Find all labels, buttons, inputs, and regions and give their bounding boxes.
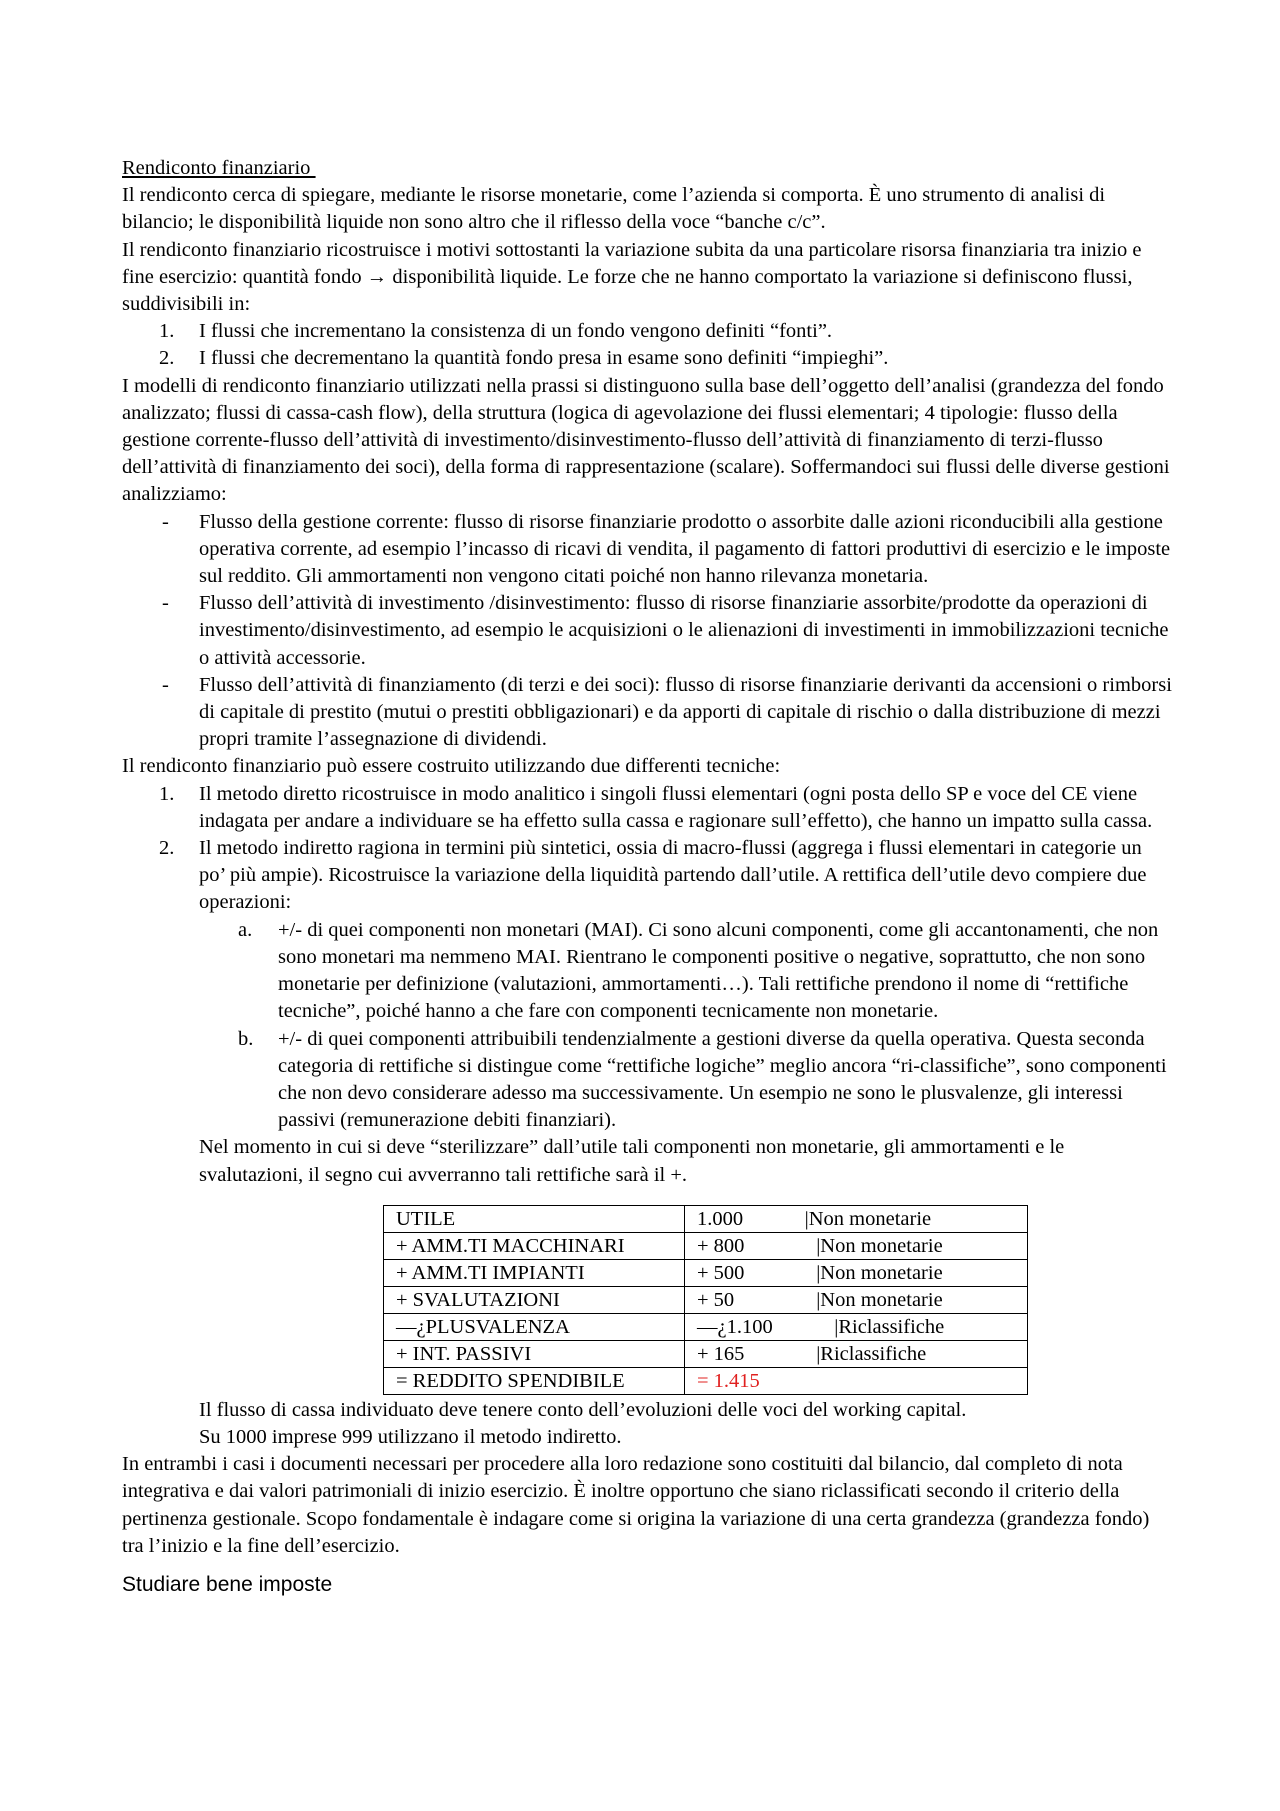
row-spacer — [744, 1235, 816, 1257]
row-value: —¿1.100 — [697, 1315, 773, 1338]
row-label: UTILE — [384, 1205, 685, 1232]
after-table-line-2: Su 1000 imprese 999 utilizzano il metodo indiretto. — [199, 1425, 622, 1448]
table-row — [384, 1340, 1028, 1367]
techniques-intro: Il rendiconto finanziario può essere costruito utilizzando due differenti tecniche: — [122, 755, 781, 778]
row-spacer — [773, 1316, 835, 1338]
total-value: = 1.415 — [697, 1369, 760, 1392]
document-page — [122, 155, 1172, 1600]
list-item — [122, 917, 1172, 1026]
models-paragraph: I modelli di rendiconto finanziario utilizzati nella prassi si distinguono sulla base dell’oggetto dell’analisi (grandezza del fondo analizzato; flussi di cassa-cash flow), della struttura (logica di agevolazione dei flussi elementari; 4 tipologie: flusso della gestione corrente-flusso dell’attività di investimento/disinvestimento-flusso dell’attività di finanziamento di terzi-flusso dell’attività di finanziamento dei soci), della forma di rappresentazione (scalare). Soffermandoci sui flussi delle diverse gestioni analizziamo: — [122, 374, 1170, 506]
list-marker: b. — [238, 1027, 254, 1050]
page-title: Rendiconto finanziario — [122, 157, 316, 179]
row-note: |Non monetarie — [816, 1261, 943, 1284]
table-row — [384, 1205, 1028, 1232]
list-item — [122, 1026, 1172, 1135]
row-value: + 500 — [697, 1261, 745, 1284]
row-value-cell — [685, 1286, 1028, 1313]
row-value-cell — [685, 1313, 1028, 1340]
list-item-text: Il metodo diretto ricostruisce in modo analitico i singoli flussi elementari (ogni posta dello SP e voce del CE viene indagata per andare a individuare se ha effetto sulla cassa e ragionare sull’effetto), che hanno un impatto sulla cassa. — [199, 782, 1153, 832]
list-marker: - — [162, 673, 169, 696]
row-label: = REDDITO SPENDIBILE — [384, 1367, 685, 1394]
list-marker: 1. — [159, 320, 175, 343]
row-value-cell — [685, 1367, 1028, 1394]
list-item-text: Flusso dell’attività di finanziamento (di terzi e dei soci): flusso di risorse finanziarie derivanti da accensioni o rimborsi di capitale di prestito (mutui o prestiti obbligazionari) e da apporti di capitale di rischio o dalla distribuzione di mezzi propri tramite l’assegnazione di dividendi. — [199, 673, 1172, 751]
row-label: + INT. PASSIVI — [384, 1340, 685, 1367]
list-item-text: I flussi che decrementano la quantità fondo presa in esame sono definiti “impieghi”. — [199, 347, 889, 370]
managements-list — [122, 509, 1172, 754]
final-note: Studiare bene imposte — [122, 1572, 333, 1596]
row-label: + SVALUTAZIONI — [384, 1286, 685, 1313]
row-value-cell — [685, 1340, 1028, 1367]
list-item-text: +/- di quei componenti attribuibili tendenzialmente a gestioni diverse da quella operativa. Questa seconda categoria di rettifiche si distingue come “rettifiche logiche” meglio ancora “ri-classifiche”, sono componenti che non devo considerare adesso ma successivamente. Un esempio ne sono le plusvalenze, gli interessi passivi (remunerazione debiti finanziari). — [278, 1027, 1167, 1132]
row-label: —¿PLUSVALENZA — [384, 1313, 685, 1340]
table-row — [384, 1286, 1028, 1313]
row-spacer — [744, 1262, 816, 1284]
list-item — [122, 672, 1172, 754]
list-marker: 1. — [159, 782, 175, 805]
cash-flow-table — [383, 1205, 1028, 1395]
list-item — [122, 318, 1172, 345]
list-item-text: +/- di quei componenti non monetari (MAI). Ci sono alcuni componenti, come gli accantonamenti, che non sono monetari ma nemmeno MAI. Rientrano le componenti positive o negative, soprattutto, che non sono monetarie per definizione (valutazioni, ammortamenti…). Tali rettifiche prendono il nome di “rettifiche tecniche”, poiché hanno a che fare con componenti tecnicamente non monetarie. — [278, 918, 1159, 1023]
table-row — [384, 1232, 1028, 1259]
row-value: + 800 — [697, 1234, 745, 1257]
row-value: + 165 — [697, 1342, 745, 1365]
row-value: + 50 — [697, 1288, 735, 1311]
row-label: + AMM.TI IMPIANTI — [384, 1259, 685, 1286]
list-marker: - — [162, 510, 169, 533]
intro-paragraph-2: Il rendiconto finanziario ricostruisce i motivi sottostanti la variazione subita da una particolare risorsa finanziaria tra inizio e fine esercizio: quantità fondo → disponibilità liquide. Le forze che ne hanno comportato la variazione si definiscono flussi, suddivisibili in: — [122, 238, 1142, 316]
table-row — [384, 1259, 1028, 1286]
conclusion-paragraph: In entrambi i casi i documenti necessari per procedere alla loro redazione sono costituiti dal bilancio, dal completo di nota integrativa e dai valori patrimoniali di inizio esercizio. È inoltre opportuno che siano riclassificati secondo il criterio della pertinenza gestionale. Scopo fondamentale è indagare come si origina la variazione di una certa grandezza (grandezza fondo) tra l’inizio e la fine dell’esercizio. — [122, 1453, 1150, 1557]
list-item-text: Il metodo indiretto ragiona in termini più sintetici, ossia di macro-flussi (aggrega i flussi elementari in categorie un po’ più ampie). Ricostruisce la variazione della liquidità partendo dall’utile. A rettifica dell’utile devo compiere due operazioni: — [199, 837, 1147, 914]
list-item-text: I flussi che incrementano la consistenza di un fondo vengono definiti “fonti”. — [199, 320, 833, 343]
row-spacer — [734, 1289, 816, 1311]
row-note: |Riclassifiche — [816, 1342, 927, 1365]
list-marker: a. — [238, 918, 253, 941]
list-marker: 2. — [159, 837, 175, 860]
row-label: + AMM.TI MACCHINARI — [384, 1232, 685, 1259]
list-item — [122, 781, 1172, 835]
table-row — [384, 1313, 1028, 1340]
list-marker: - — [162, 592, 169, 615]
list-marker: 2. — [159, 347, 175, 370]
row-note: |Non monetarie — [816, 1288, 943, 1311]
intro-paragraph-1: Il rendiconto cerca di spiegare, mediante le risorse monetarie, come l’azienda si comporta. È uno strumento di analisi di bilancio; le disponibilità liquide non sono altro che il riflesso della voce “banche c/c”. — [122, 184, 1106, 234]
row-note: |Non monetarie — [816, 1234, 943, 1257]
row-value-cell — [685, 1232, 1028, 1259]
sterilize-paragraph: Nel momento in cui si deve “sterilizzare” dall’utile tali componenti non monetarie, gli ammortamenti e le svalutazioni, il segno cui avverranno tali rettifiche sarà il +. — [199, 1136, 1065, 1186]
list-item — [122, 345, 1172, 372]
flows-list — [122, 318, 1172, 372]
table-row-total — [384, 1367, 1028, 1394]
row-value: 1.000 — [697, 1207, 744, 1230]
row-spacer — [743, 1208, 805, 1230]
row-value-cell — [685, 1259, 1028, 1286]
list-item — [122, 590, 1172, 672]
row-spacer — [744, 1343, 816, 1365]
list-item-text: Flusso della gestione corrente: flusso di risorse finanziarie prodotto o assorbite dalle azioni riconducibili alla gestione operativa corrente, ad esempio l’incasso di ricavi di vendita, il pagamento di fattori produttivi di esercizio e le imposte sul reddito. Gli ammortamenti non vengono citati poiché non hanno rilevanza monetaria. — [199, 510, 1171, 588]
operations-list — [122, 917, 1172, 1135]
list-item — [122, 509, 1172, 591]
list-item — [122, 835, 1172, 917]
row-note: |Riclassifiche — [834, 1315, 945, 1338]
row-note: |Non monetarie — [804, 1207, 932, 1230]
after-table-line-1: Il flusso di cassa individuato deve tenere conto dell’evoluzioni delle voci del working capital. — [199, 1398, 967, 1421]
list-item-text: Flusso dell’attività di investimento /disinvestimento: flusso di risorse finanziarie assorbite/prodotte da operazioni di investimento/disinvestimento, ad esempio le acquisizioni o le alienazioni di investimenti in immobilizzazioni tecniche o attività accessorie. — [199, 592, 1169, 669]
techniques-list — [122, 781, 1172, 917]
row-value-cell — [685, 1205, 1028, 1232]
